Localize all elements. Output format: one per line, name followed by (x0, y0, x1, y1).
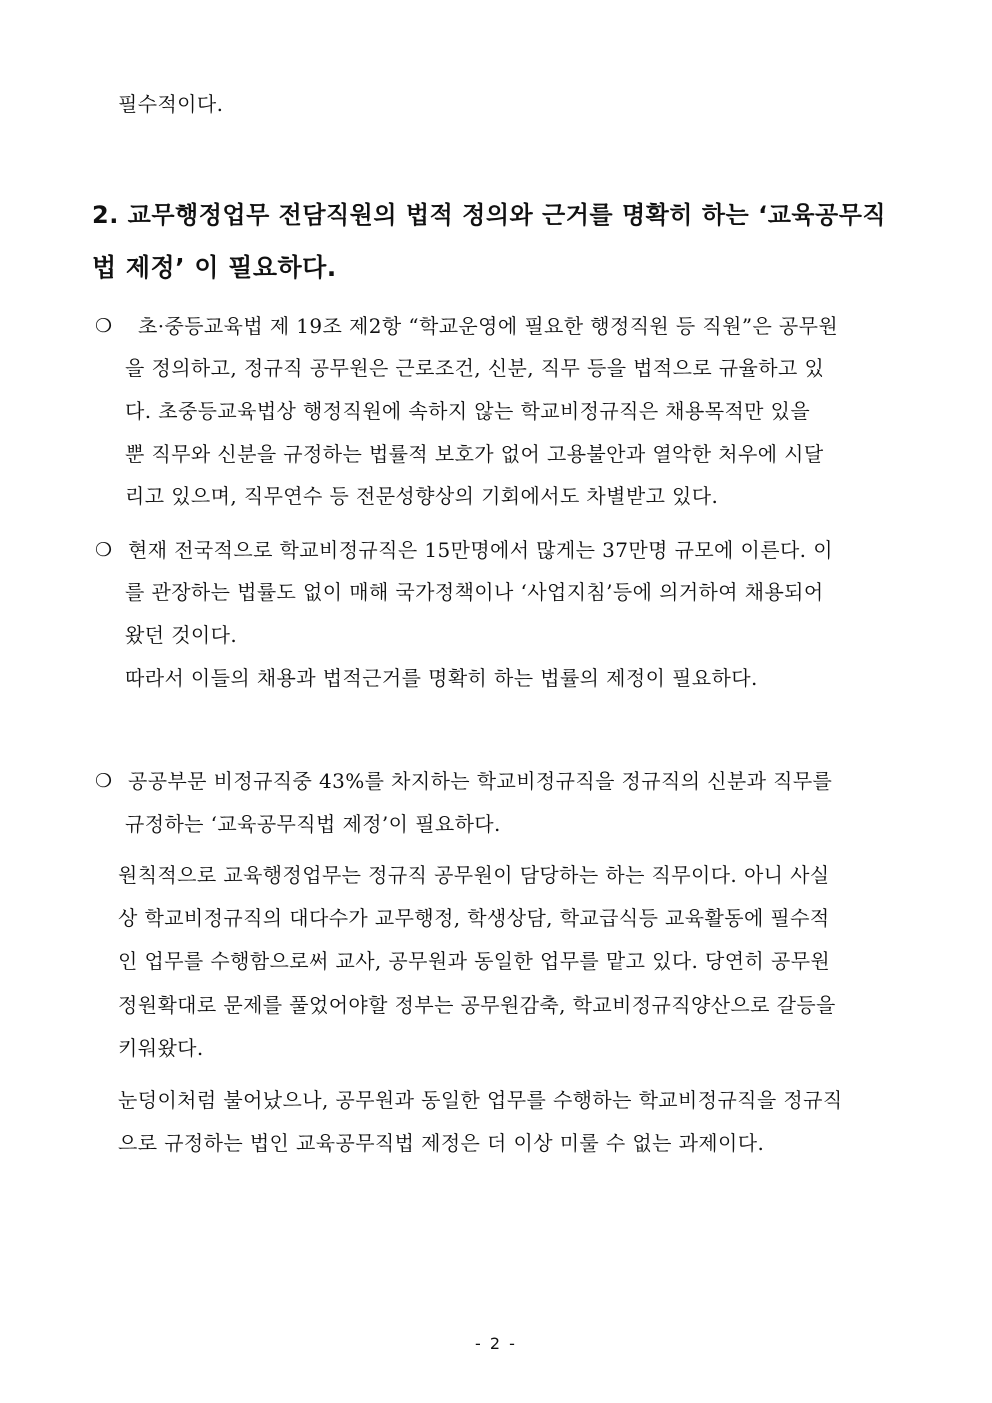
section-heading-line1: 2. 교무행정업무 전담직원의 법적 정의와 근거를 명확히 하는 ‘교육공무직 (92, 201, 887, 229)
paragraph-line: 인 업무를 수행함으로써 교사, 공무원과 동일한 업무를 맡고 있다. 당연히 공무원 (118, 949, 831, 973)
paragraph-line: 상 학교비정규직의 대다수가 교무행정, 학생상담, 학교급식등 교육활동에 필수적 (118, 906, 830, 930)
paragraph-line: 으로 규정하는 법인 교육공무직법 제정은 더 이상 미룰 수 없는 과제이다. (118, 1131, 765, 1155)
circle-bullet-icon: ❍ (95, 539, 113, 561)
bullet-line: 리고 있으며, 직무연수 등 전문성향상의 기회에서도 차별받고 있다. (125, 484, 719, 508)
bullet-line: 왔던 것이다. (125, 623, 238, 647)
bullet-line: 현재 전국적으로 학교비정규직은 15만명에서 많게는 37만명 규모에 이른다. 이 (128, 538, 833, 562)
bullet-line: 규정하는 ‘교육공무직법 제정’이 필요하다. (125, 812, 501, 836)
circle-bullet-icon: ❍ (95, 770, 113, 792)
page-number: - 2 - (475, 1334, 517, 1353)
bullet-line: 공공부문 비정규직중 43%를 차지하는 학교비정규직을 정규직의 신분과 직무를 (128, 769, 833, 793)
bullet-line: 뿐 직무와 신분을 규정하는 법률적 보호가 없어 고용불안과 열악한 처우에 시달 (125, 442, 824, 466)
paragraph-line: 원칙적으로 교육행정업무는 정규직 공무원이 담당하는 하는 직무이다. 아니 사실 (118, 863, 830, 887)
bullet-line: 을 정의하고, 정규직 공무원은 근로조건, 신분, 직무 등을 법적으로 규율하고 있 (125, 356, 825, 380)
paragraph-line: 정원확대로 문제를 풀었어야할 정부는 공무원감축, 학교비정규직양산으로 갈등을 (118, 993, 836, 1017)
bullet-line: 초·중등교육법 제 19조 제2항 “학교운영에 필요한 행정직원 등 직원”은 공무원 (138, 314, 839, 338)
bullet-line: 다. 초중등교육법상 행정직원에 속하지 않는 학교비정규직은 채용목적만 있을 (125, 399, 811, 423)
paragraph-line: 키워왔다. (118, 1036, 204, 1060)
bullet-line: 를 관장하는 법률도 없이 매해 국가정책이나 ‘사업지침’등에 의거하여 채용되어 (125, 580, 824, 604)
circle-bullet-icon: ❍ (95, 315, 113, 337)
bullet-line: 따라서 이들의 채용과 법적근거를 명확히 하는 법률의 제정이 필요하다. (125, 666, 758, 690)
paragraph-line: 눈덩이처럼 불어났으나, 공무원과 동일한 업무를 수행하는 학교비정규직을 정규직 (118, 1088, 843, 1112)
continued-line: 필수적이다. (118, 92, 224, 116)
section-heading-line2: 법 제정’ 이 필요하다. (92, 253, 337, 282)
